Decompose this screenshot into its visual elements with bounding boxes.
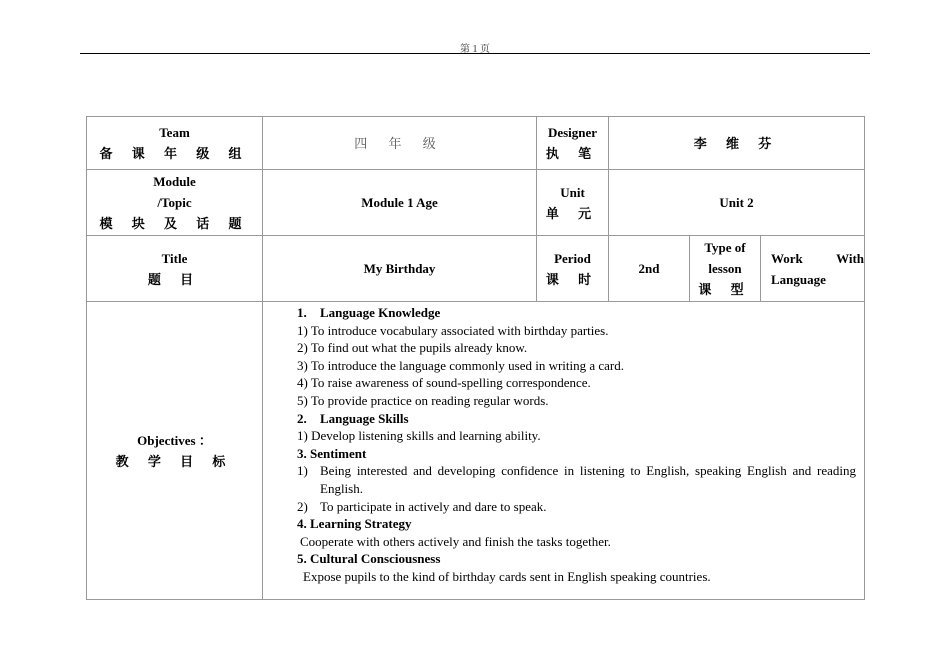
- table-row-title: [87, 236, 865, 302]
- section-title: Language Skills: [320, 410, 409, 426]
- team-label-cell: [87, 117, 263, 170]
- module-label-en-1: Module: [153, 174, 196, 189]
- list-item-text: Being interested and developing confidence in listening to English, speaking English and reading English.: [320, 463, 857, 496]
- section-number: 2.: [297, 410, 307, 426]
- list-item: [297, 498, 856, 516]
- list-item: 5) To provide practice on reading regular words.: [297, 392, 549, 408]
- objectives-label-en: Objectives ：: [137, 432, 212, 448]
- period-label-en: Period: [554, 250, 591, 266]
- module-label-cell: [87, 170, 263, 236]
- designer-name-cell: [609, 117, 865, 170]
- lesson-type-label-cell: [690, 236, 761, 302]
- team-label-en: Team: [159, 125, 190, 140]
- section-heading-culture: 5. Cultural Consciousness: [297, 551, 441, 567]
- page-header-label: 第 1 页: [460, 44, 490, 55]
- module-label-cn: 模 块 及 话 题: [99, 216, 250, 231]
- section-heading-skills: [297, 410, 856, 428]
- title-value: My Birthday: [363, 261, 436, 276]
- unit-value: Unit 2: [719, 195, 754, 210]
- unit-value-cell: [609, 170, 865, 236]
- designer-label-cell: [537, 117, 609, 170]
- lesson-type-label-cn: 课 型: [698, 282, 752, 297]
- designer-label-en: Designer: [547, 125, 598, 140]
- lesson-type-value-word2: With: [836, 250, 865, 266]
- objectives-label-cn: 教 学 目 标: [115, 453, 234, 469]
- list-item: Expose pupils to the kind of birthday cards sent in English speaking countries.: [303, 568, 711, 584]
- lesson-type-value-line1: [771, 248, 864, 269]
- period-label-cn: 课 时: [545, 271, 600, 287]
- lesson-type-label-en-2: lesson: [708, 261, 742, 276]
- section-number: 1.: [297, 305, 307, 320]
- list-item: 3) To introduce the language commonly used in writing a card.: [297, 357, 625, 373]
- unit-label-cn: 单 元: [545, 205, 600, 221]
- title-label-cell: [87, 236, 263, 302]
- lesson-type-value-line2: Language: [771, 271, 826, 287]
- list-item: [297, 462, 856, 497]
- lesson-plan-table: [86, 116, 865, 600]
- period-value-cell: [609, 236, 690, 302]
- objectives-label-cell: [87, 302, 263, 600]
- period-label-cell: [537, 236, 609, 302]
- list-item: 1) Develop listening skills and learning ability.: [297, 428, 541, 444]
- unit-label-en: Unit: [560, 184, 585, 200]
- header-divider: [80, 53, 870, 54]
- table-row-objectives: [87, 302, 865, 600]
- section-heading-knowledge: [297, 304, 856, 322]
- list-item: 4) To raise awareness of sound-spelling correspondence.: [297, 375, 591, 391]
- title-label-en: Title: [161, 250, 188, 266]
- list-item: 1) To introduce vocabulary associated with birthday parties.: [297, 322, 609, 338]
- title-label-cn: 题 目: [147, 271, 202, 287]
- section-heading-strategy: 4. Learning Strategy: [297, 516, 412, 532]
- designer-label-cn: 执 笔: [545, 146, 600, 161]
- lesson-type-value-cell: [761, 236, 865, 302]
- list-item: Cooperate with others actively and finish the tasks together.: [300, 533, 611, 549]
- list-item-text: To participate in actively and dare to speak.: [320, 498, 547, 514]
- table-row-team: [87, 117, 865, 170]
- team-label-cn: 备 课 年 级 组: [99, 146, 250, 161]
- lesson-type-label-en-1: Type of: [704, 240, 746, 255]
- objectives-content-cell: [263, 302, 865, 600]
- list-item-number: 1): [297, 463, 308, 479]
- unit-label-cell: [537, 170, 609, 236]
- list-item: 2) To find out what the pupils already know.: [297, 340, 528, 356]
- lesson-type-value-word1: Work: [771, 250, 803, 266]
- grade-value-cell: [263, 117, 537, 170]
- table-row-module: [87, 170, 865, 236]
- grade-value: 四 年 级: [354, 135, 445, 151]
- section-title: Language Knowledge: [320, 305, 441, 320]
- section-heading-sentiment: 3. Sentiment: [297, 445, 367, 461]
- title-value-cell: [263, 236, 537, 302]
- module-value: Module 1 Age: [361, 195, 438, 210]
- designer-name: 李 维 芬: [693, 135, 780, 151]
- period-value: 2nd: [638, 261, 660, 276]
- list-item-number: 2): [297, 498, 308, 514]
- module-label-en-2: /Topic: [157, 195, 192, 210]
- module-value-cell: [263, 170, 537, 236]
